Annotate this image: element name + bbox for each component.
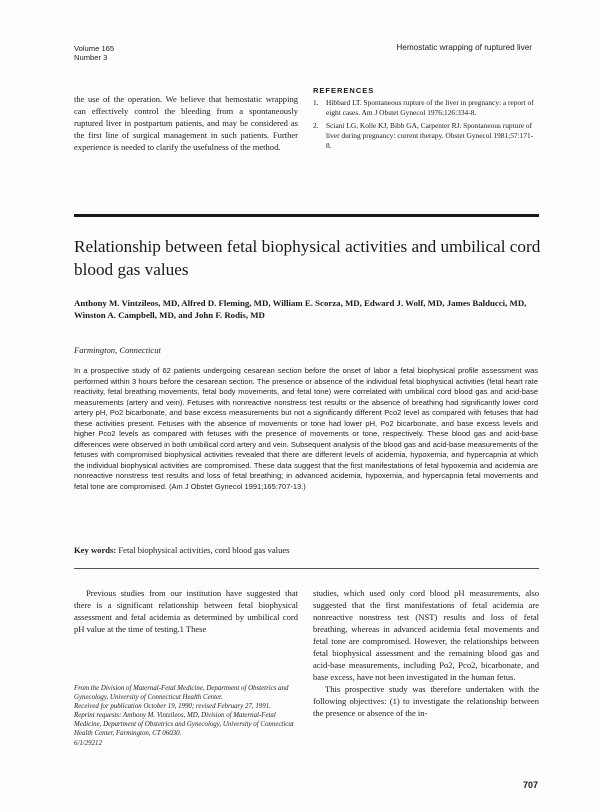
keywords-line: [74, 545, 538, 555]
body-text-left-column: Previous studies from our institution have suggested that there is a significant relationship between fetal biophysical assessment and fetal acidemia as determined by umbilical cord pH value at the time of testing.1 These: [74, 588, 298, 634]
references-heading: REFERENCES: [313, 86, 375, 95]
reference-item: [313, 98, 537, 118]
reference-text: Sciani LG, Kolle KJ, Bibb GA, Carpenter RJ. Spontaneous rupture of liver during pregnancy: current therapy. Obstet Gynecol 1981;57:171-8.: [326, 120, 534, 150]
article-separator-rule: [74, 214, 539, 217]
footnote-received: Received for publication October 19, 1990; revised February 27, 1991.: [74, 703, 271, 711]
reference-item: [313, 121, 537, 151]
number-label: Number 3: [74, 53, 108, 62]
reference-number: 2.: [313, 120, 319, 130]
volume-label: Volume 165: [74, 44, 115, 53]
keywords-label: Key words:: [74, 545, 117, 555]
reference-text: Hibbard LT. Spontaneous rupture of the liver in pregnancy: a report of eight cases. Am J Obstet Gynecol 1976;126:334-8.: [326, 98, 534, 117]
reference-number: 1.: [313, 98, 319, 107]
body-paragraph: studies, which used only cord blood pH measurements, also suggested that the first manifestations of fetal acidemia are nonreactive nonstress test (NST) results and loss of fetal breathing, whereas in advanced acidemia fetal movements and fetal tone are compromised. However, the relationships between fetal biophysical assessment and the remaining blood gas and acid-base measurements, including Po2, Pco2, bicarbonate, and base excess, have not been investigated in the human fetus.: [313, 588, 539, 682]
body-text-right-column: [313, 588, 539, 719]
author-list: Anthony M. Vintzileos, MD, Alfred D. Fleming, MD, William E. Scorza, MD, Edward J. Wolf, MD, James Balducci, MD, Winston A. Campbell, MD, and John F. Rodis, MD: [74, 298, 527, 320]
abstract: In a prospective study of 62 patients undergoing cesarean section before the onset of labor a fetal biophysical profile assessment was performed within 3 hours before the cesarean section. The presence or absence of the individual fetal biophysical activities (fetal heart rate reactivity, fetal breathing movements, fetal body movements, and fetal tone) were correlated with umbilical cord blood gas and acid-base measurements (artery and vein). Fetuses with nonreactive nonstress test results or the absence of breathing had significantly lower cord artery pH, Po2 bicarbonate, and base excess measurements but not a significantly different Pco2 level as compared with fetuses that had these activities present. Fetuses with the absence of movements or tone had lower pH, Po2 bicarbonate, and base excess levels and higher Pco2 levels as compared with fetuses with the presence of movements or tone, respectively. These blood gas and acid-base differences were observed in both umbilical cord artery and vein. Subsequent analysis of the blood gas and acid-base measurements of the fetuses with compromised biophysical activities revealed that there are different levels of acidemia, hypoxemia, and hypercapnia at which the individual biophysical activities are compromised. These data suggest that the first manifestations of fetal hypoxemia and acidemia are nonreactive nonstress test results and loss of fetal breathing; in advanced acidemia, hypoxemia, and hypercapnia fetal movements and fetal tone are compromised. (Am J Obstet Gynecol 1991;165:707-13.): [74, 366, 538, 491]
keywords-rule: [74, 568, 539, 569]
article-title: Relationship between fetal biophysical activities and umbilical cord blood gas values: [74, 237, 541, 279]
author-footnote: [74, 684, 298, 748]
volume-issue: [74, 44, 114, 62]
footnote-reprint-requests: Reprint requests: Anthony M. Vintzileos, MD, Division of Maternal-Fetal Medicine, Department of Obstetrics and Gynecology, University of Connecticut Health Center, Farmington, CT 06030.: [74, 712, 294, 738]
previous-article-conclusion: the use of the operation. We believe that hemostatic wrapping can effectively control the bleeding from a spontaneously ruptured liver in postpartum patients, and may be considered as the first line of surgical management in such patients. Further experience is needed to clarify the usefulness of the method.: [74, 94, 298, 153]
reference-list: [313, 98, 537, 154]
page-number: 707: [522, 780, 538, 790]
author-location: Farmington, Connecticut: [74, 345, 161, 355]
running-head: Hemostatic wrapping of ruptured liver: [396, 43, 532, 52]
body-paragraph: This prospective study was therefore undertaken with the following objectives: (1) to investigate the relationship between the presence or absence of the in-: [313, 683, 539, 718]
footnote-affiliation: From the Division of Maternal-Fetal Medicine, Department of Obstetrics and Gynecology, University of Connecticut Health Center.: [74, 685, 289, 702]
footnote-code: 6/1/29212: [74, 739, 102, 747]
keywords-text: Fetal biophysical activities, cord blood gas values: [118, 545, 290, 555]
